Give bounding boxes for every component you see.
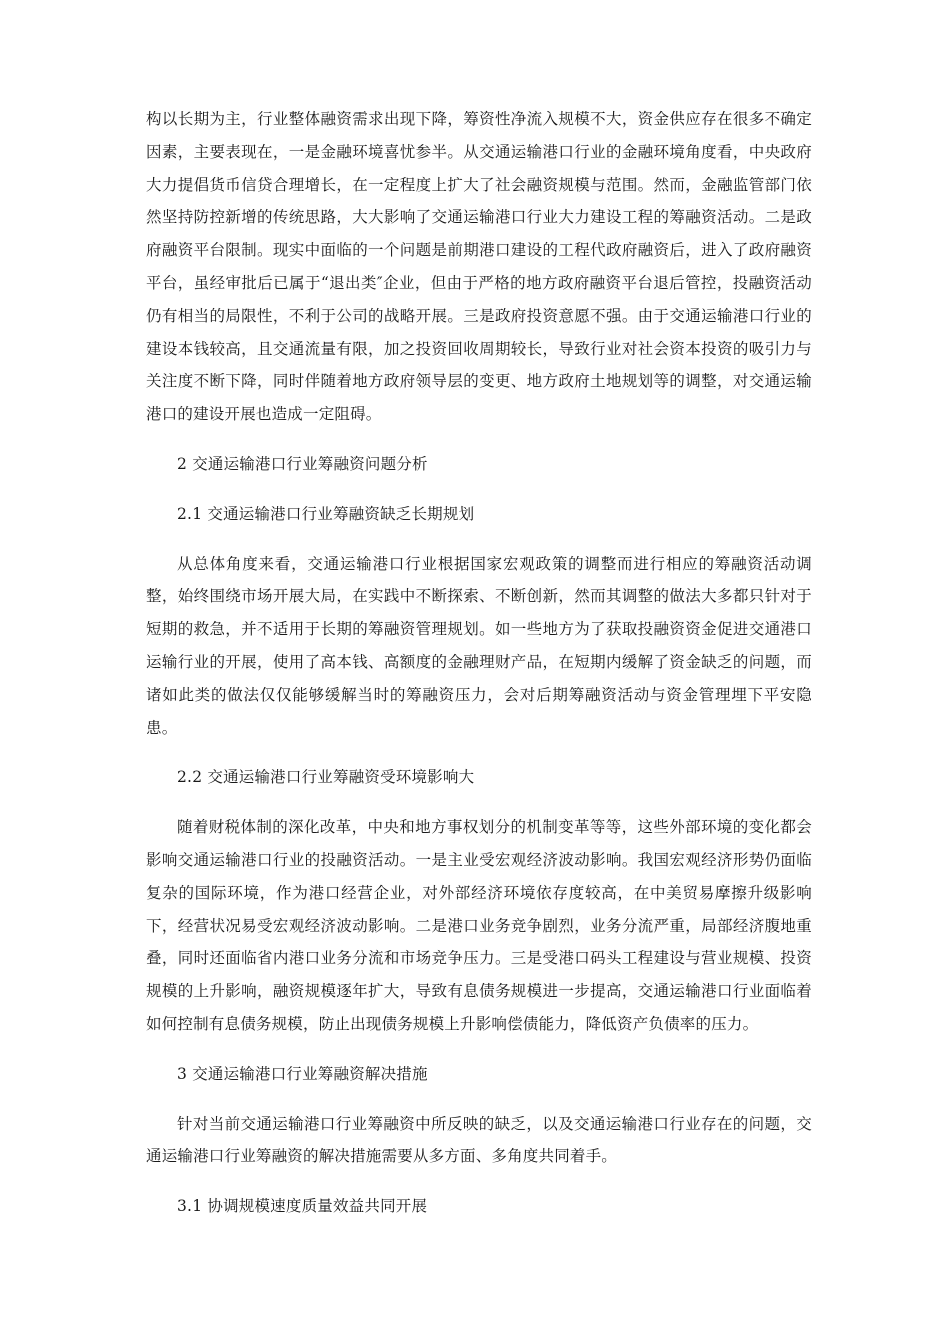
section-heading-3: 3 交通运输港口行业筹融资解决措施 <box>177 1064 428 1083</box>
paragraph-solutions-intro: 针对当前交通运输港口行业筹融资中所反映的缺乏，以及交通运输港口行业存在的问题，交通运输港口行业筹融资的解决措施需要从多方面、多角度共同着手。 <box>146 1114 812 1166</box>
paragraph-long-term-planning: 从总体角度来看，交通运输港口行业根据国家宏观政策的调整而进行相应的筹融资活动调整，始终围绕市场开展大局，在实践中不断探索、不断创新，然而其调整的做法大多都只针对于短期的救急，并不适用于长期的筹融资管理规划。如一些地方为了获取投融资资金促进交通港口运输行业的开展，使用了高本钱、高额度的金融理财产品，在短期内缓解了资金缺乏的问题，而诸如此类的做法仅仅能够缓解当时的筹融资压力，会对后期筹融资活动与资金管理埋下平安隐患。 <box>146 554 812 737</box>
subsection-heading-2-1: 2.1 交通运输港口行业筹融资缺乏长期规划 <box>177 504 475 523</box>
subsection-heading-2-2: 2.2 交通运输港口行业筹融资受环境影响大 <box>177 768 475 787</box>
paragraph-environment-impact: 随着财税体制的深化改革，中央和地方事权划分的机制变革等等，这些外部环境的变化都会影响交通运输港口行业的投融资活动。一是主业受宏观经济波动影响。我国宏观经济形势仍面临复杂的国际环境，作为港口经营企业，对外部经济环境依存度较高，在中美贸易摩擦升级影响下，经营状况易受宏观经济波动影响。二是港口业务竞争剧烈，业务分流严重，局部经济腹地重叠，同时还面临省内港口业务分流和市场竞争压力。三是受港口码头工程建设与营业规模、投资规模的上升影响，融资规模逐年扩大，导致有息债务规模进一步提高，交通运输港口行业面临着如何控制有息债务规模，防止出现债务规模上升影响偿债能力，降低资产负债率的压力。 <box>146 818 812 1033</box>
paragraph-financing-environment: 构以长期为主，行业整体融资需求出现下降，筹资性净流入规模不大，资金供应存在很多不确定因素，主要表现在，一是金融环境喜忧参半。从交通运输港口行业的金融环境角度看，中央政府大力提倡货币信贷合理增长，在一定程度上扩大了社会融资规模与范围。然而，金融监管部门依然坚持防控新增的传统思路，大大影响了交通运输港口行业大力建设工程的筹融资活动。二是政府融资平台限制。现实中面临的一个问题是前期港口建设的工程代政府融资后，进入了政府融资平台，虽经审批后已属于“退出类″企业，但由于严格的地方政府融资平台退后管控，投融资活动仍有相当的局限性，不利于公司的战略开展。三是政府投资意愿不强。由于交通运输港口行业的建设本钱较高，且交通流量有限，加之投资回收周期较长，导致行业对社会资本投资的吸引力与关注度不断下降，同时伴随着地方政府领导层的变更、地方政府土地规划等的调整，对交通运输港口的建设开展也造成一定阻碍。 <box>146 110 812 424</box>
subsection-heading-3-1: 3.1 协调规模速度质量效益共同开展 <box>177 1197 428 1216</box>
section-heading-2: 2 交通运输港口行业筹融资问题分析 <box>177 454 428 473</box>
document-body <box>146 103 812 1223</box>
